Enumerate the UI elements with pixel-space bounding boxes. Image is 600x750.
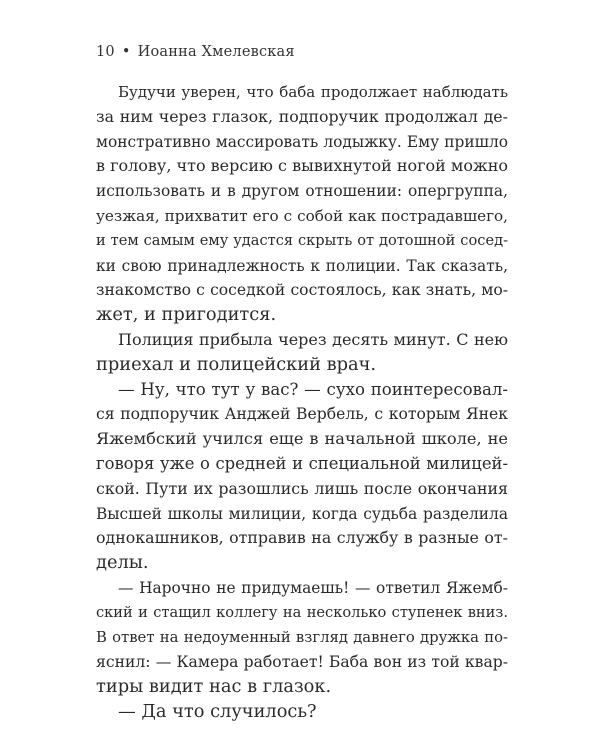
text-line: монстративно массировать лодыжку. Ему пришло — [96, 132, 508, 151]
body-text — [96, 80, 508, 725]
text-line: в голову, что версию с вывихнутой ногой можно — [96, 156, 508, 176]
text-line: — Ну, что тут у вас? — сухо поинтересовал- — [118, 379, 508, 399]
running-header — [96, 44, 295, 60]
text-line: Высшей школы милиции, когда судьба разделила — [96, 504, 508, 523]
text-line: уезжая, прихватит его с собой как пострадавшего, — [96, 206, 508, 225]
running-title: Иоанна Хмелевская — [137, 44, 295, 60]
text-line: ской. Пути их разошлись лишь после окончания — [96, 478, 508, 498]
page-number: 10 — [96, 44, 115, 60]
text-line: — Нарочно не придумаешь! — ответил Яжемб- — [118, 578, 508, 597]
text-line: яснил: — Камера работает! Баба вон из той квар- — [96, 653, 508, 672]
text-line: — Да что случилось? — [118, 700, 317, 722]
text-line: ки свою принадлежность к полиции. Так сказать, — [96, 256, 508, 275]
text-line: тиры видит нас в глазок. — [96, 676, 332, 698]
text-line: приехал и полицейский врач. — [96, 353, 377, 375]
text-line: жет, и пригодится. — [96, 304, 277, 326]
text-line: В ответ на недоуменный взгляд давнего дружка по- — [96, 628, 508, 646]
text-line: делы. — [96, 552, 149, 574]
text-line: Полиция прибыла через десять минут. С нею — [118, 329, 508, 349]
text-line: использовать и в другом отношении: опергруппа, — [96, 182, 508, 201]
text-line: однокашников, отправив на службу в разные от- — [96, 528, 508, 548]
text-line: говоря уже о средней и специальной милицей- — [96, 453, 508, 473]
text-line: Будучи уверен, что баба продолжает наблюдать — [118, 83, 508, 101]
header-separator: • — [121, 44, 131, 60]
text-line: и тем самым ему удастся скрыть от дотошной сосед- — [96, 231, 508, 249]
text-line: Яжембский учился еще в начальной школе, не — [96, 429, 508, 449]
text-line: за ним через глазок, подпоручик продолжал де- — [96, 106, 508, 126]
text-line: ский и стащил коллегу на несколько ступенек вниз. — [96, 603, 508, 621]
text-line: знакомство с соседкой состоялось, как знать, мо- — [96, 281, 508, 300]
text-line: ся подпоручик Анджей Вербель, с которым Янек — [96, 405, 508, 424]
